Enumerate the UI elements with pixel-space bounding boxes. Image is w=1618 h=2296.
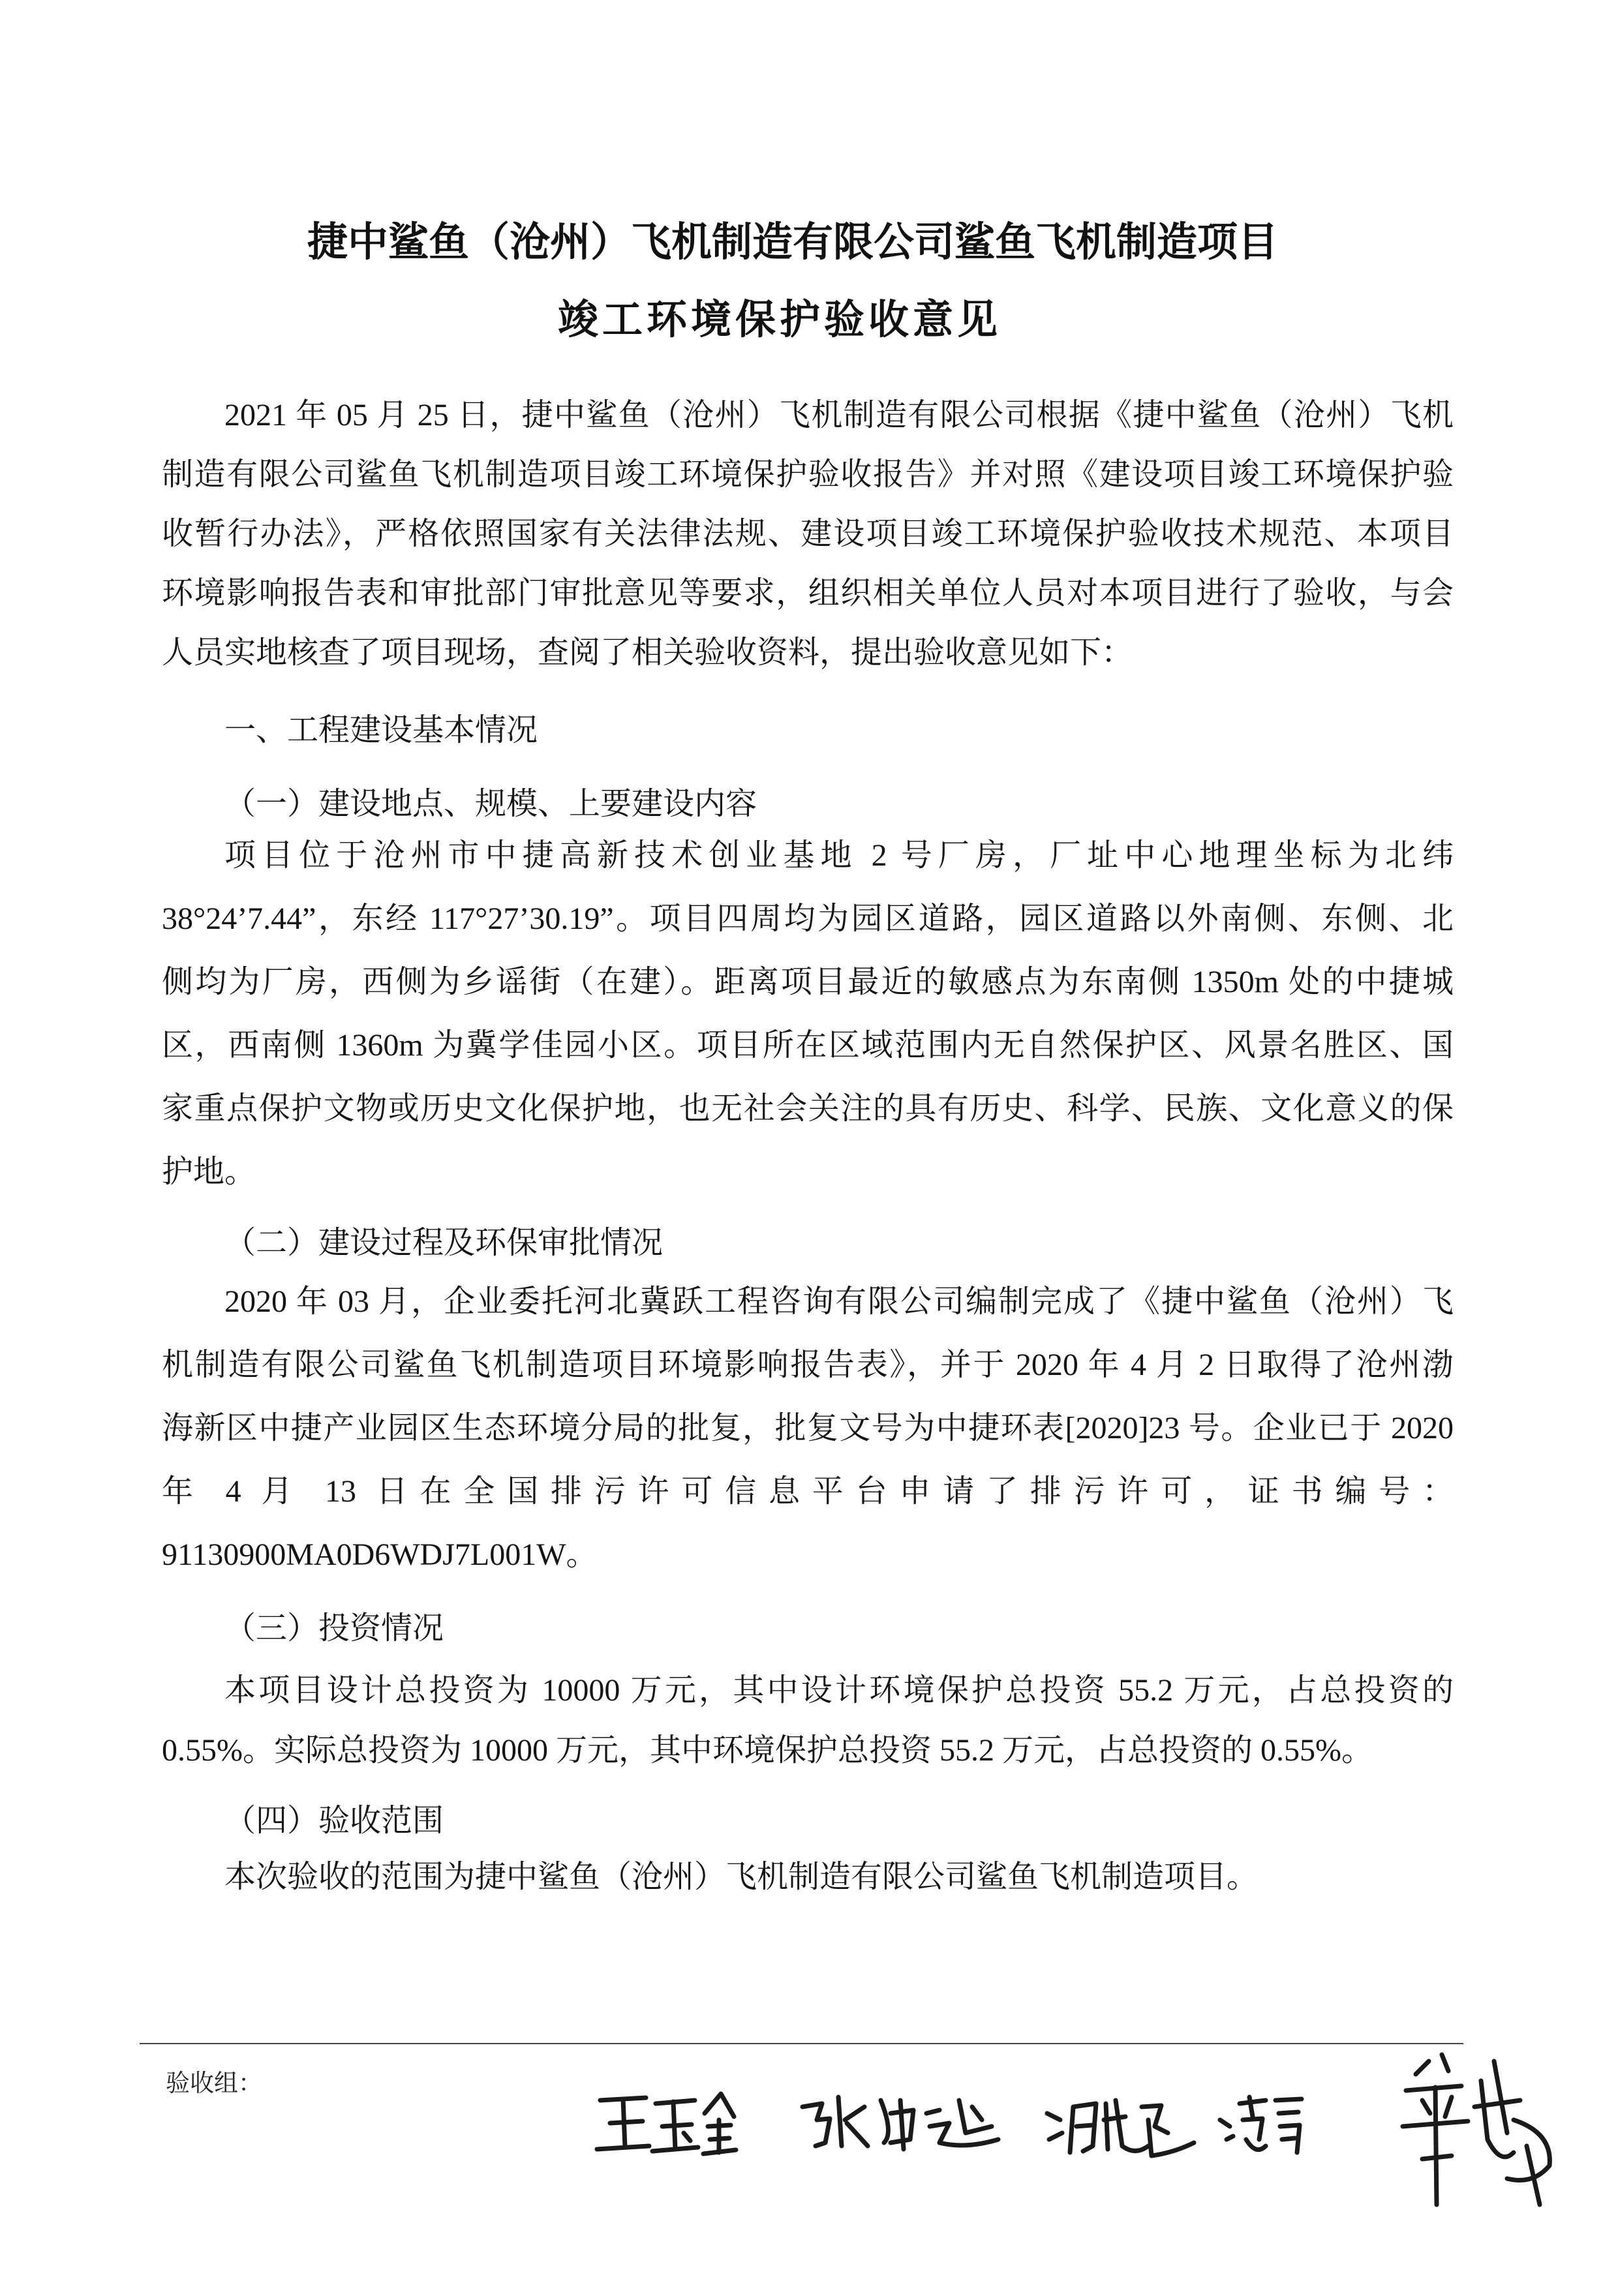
subsection-heading-scope: （四）验收范围 [224,1804,444,1838]
intro-line: 环境影响报告表和审批部门审批意见等要求，组织相关单位人员对本项目进行了验收，与会 [162,576,1454,611]
location-line: 侧均为厂房，西侧为乡谣街（在建）。距离项目最近的敏感点为东南侧 1350m 处的中捷城 [162,965,1454,999]
location-line: 护地。 [162,1155,256,1189]
signature-4 [1220,2097,1302,2152]
intro-line: 收暂行办法》，严格依照国家有关法律法规、建设项目竣工环境保护验收技术规范、本项目 [162,517,1454,551]
approval-line: 年 4 月 13 日在全国排污许可信息平台申请了排污许可，证书编号： [162,1474,1454,1509]
document-title-line-2: 竣工环境保护验收意见 [557,295,1001,343]
document-title-line-1: 捷中鲨鱼（沧州）飞机制造有限公司鲨鱼飞机制造项目 [307,218,1278,265]
investment-line: 0.55%。实际总投资为 10000 万元，其中环境保护总投资 55.2 万元，占总投资的 0.55%。 [162,1733,1373,1768]
intro-line: 2021 年 05 月 25 日，捷中鲨鱼（沧州）飞机制造有限公司根据《捷中鲨鱼（沧州）飞机 [224,398,1454,432]
signature-1 [597,2094,736,2154]
investment-line: 本项目设计总投资为 10000 万元，其中设计环境保护总投资 55.2 万元，占总投资的 [224,1673,1454,1708]
location-line: 家重点保护文物或历史文化保护地，也无社会关注的具有历史、科学、民族、文化意义的保 [162,1091,1454,1126]
subsection-heading-location: （一）建设地点、规模、上要建设内容 [224,787,757,821]
approval-line: 91130900MA0D6WDJ7L001W。 [162,1537,598,1572]
signature-3 [1047,2100,1194,2156]
signature-5 [1403,2055,1549,2205]
approval-line: 海新区中捷产业园区生态环境分局的批复，批复文号为中捷环表[2020]23 号。企业已于 2020 [162,1411,1454,1445]
location-line: 区，西南侧 1360m 为冀学佳园小区。项目所在区域范围内无自然保护区、风景名胜区、国 [162,1028,1454,1063]
intro-line: 制造有限公司鲨鱼飞机制造项目竣工环境保护验收报告》并对照《建设项目竣工环境保护验 [162,457,1454,492]
acceptance-group-label: 验收组： [166,2070,262,2097]
signature-2 [802,2097,998,2149]
signatures [574,2035,1579,2231]
approval-line: 2020 年 03 月，企业委托河北冀跃工程咨询有限公司编制完成了《捷中鲨鱼（沧州）飞 [224,1284,1454,1319]
location-line: 项目位于沧州市中捷高新技术创业基地 2 号厂房，厂址中心地理坐标为北纬 [224,838,1454,873]
approval-line: 机制造有限公司鲨鱼飞机制造项目环境影响报告表》，并于 2020 年 4 月 2 日取得了沧州渤 [162,1348,1454,1382]
subsection-heading-approval: （二）建设过程及环保审批情况 [224,1226,664,1260]
intro-line: 人员实地核查了项目现场，查阅了相关验收资料，提出验收意见如下： [162,635,1133,670]
scope-line: 本次验收的范围为捷中鲨鱼（沧州）飞机制造有限公司鲨鱼飞机制造项目。 [224,1860,1259,1894]
subsection-heading-investment: （三）投资情况 [224,1611,444,1646]
location-line: 38°24’7.44”，东经 117°27’30.19”。项目四周均为园区道路，园区道路以外南侧、东侧、北 [162,901,1454,936]
section-heading: 一、工程建设基本情况 [224,713,538,748]
